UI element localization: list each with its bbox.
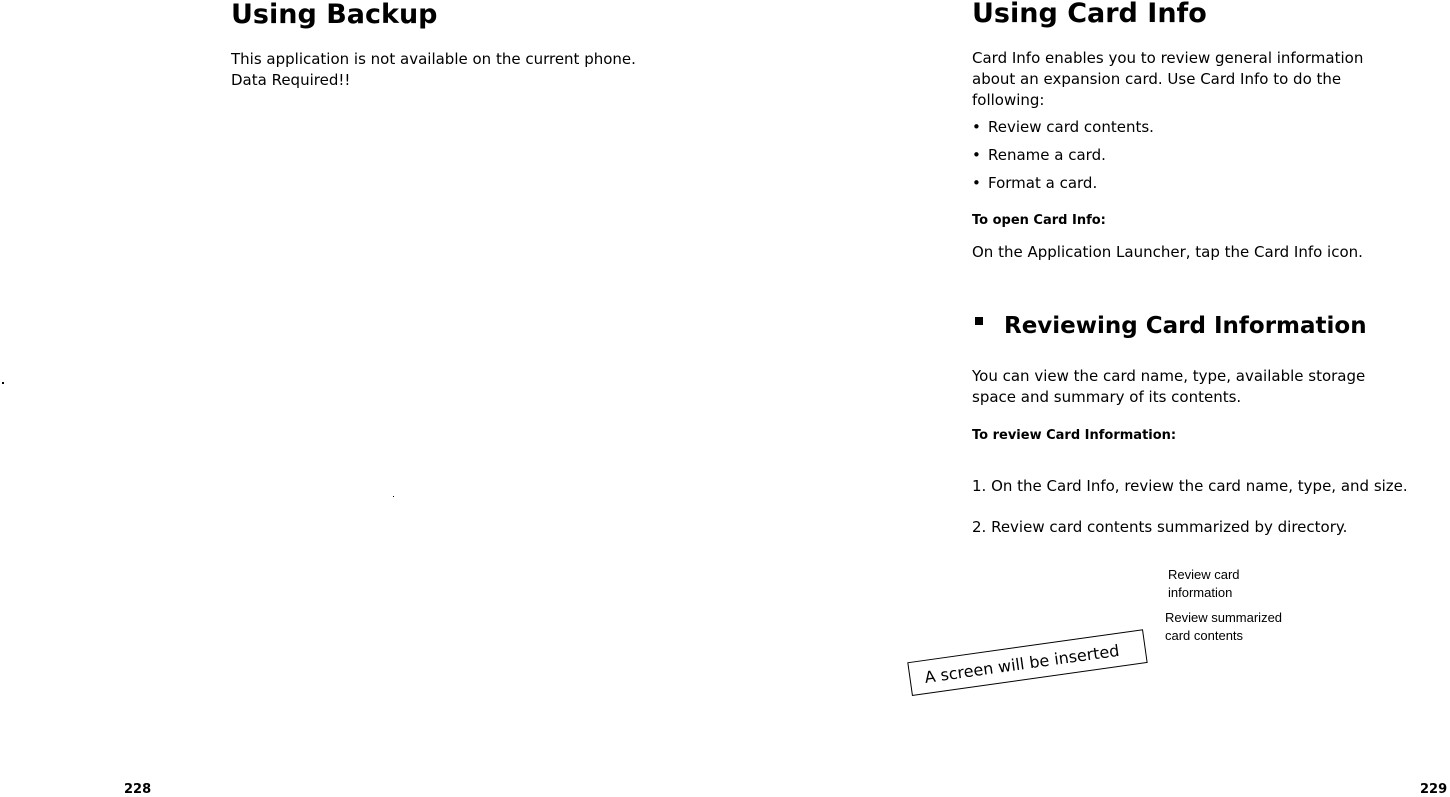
square-bullet-icon <box>975 317 983 325</box>
callout-line: card contents <box>1165 628 1244 643</box>
bullet-item <box>972 173 1097 194</box>
page-number: 229 <box>1420 782 1448 797</box>
stray-mark <box>2 382 4 384</box>
callout-line: Review summarized <box>1165 610 1283 625</box>
right-page <box>725 0 1450 797</box>
callout-line: information <box>1168 585 1233 600</box>
bullet-icon: • <box>972 146 981 164</box>
stray-mark <box>393 496 394 497</box>
section-heading <box>975 315 1367 338</box>
bullet-text: Format a card. <box>988 174 1098 192</box>
page-title: Using Card Info <box>972 0 1207 29</box>
section-line: space and summary of its contents. <box>972 388 1242 406</box>
callout-review-contents <box>1165 609 1282 645</box>
unavailable-notice: This application is not available on the current phone. <box>231 50 636 68</box>
section-title: Reviewing Card Information <box>1004 313 1367 339</box>
step-item: 1. On the Card Info, review the card name, type, and size. <box>972 477 1408 495</box>
bullet-text: Review card contents. <box>988 118 1154 136</box>
bullet-item <box>972 117 1154 138</box>
page-number: 228 <box>124 782 152 797</box>
bullet-icon: • <box>972 118 981 136</box>
bullet-icon: • <box>972 174 981 192</box>
intro-line: Card Info enables you to review general information <box>972 49 1364 67</box>
callout-line: Review card <box>1168 567 1240 582</box>
callout-review-info <box>1168 566 1240 602</box>
bullet-item <box>972 145 1106 166</box>
open-instruction: On the Application Launcher, tap the Card Info icon. <box>972 243 1363 261</box>
intro-line: about an expansion card. Use Card Info to do the <box>972 70 1342 88</box>
open-label: To open Card Info: <box>972 213 1106 228</box>
review-label: To review Card Information: <box>972 428 1177 443</box>
step-item: 2. Review card contents summarized by directory. <box>972 518 1348 536</box>
bullet-text: Rename a card. <box>988 146 1106 164</box>
screen-placeholder: A screen will be inserted <box>907 629 1147 696</box>
data-required-note: Data Required!! <box>231 71 351 89</box>
section-line: You can view the card name, type, available storage <box>972 367 1366 385</box>
intro-line: following: <box>972 91 1045 109</box>
page-title: Using Backup <box>231 0 438 30</box>
